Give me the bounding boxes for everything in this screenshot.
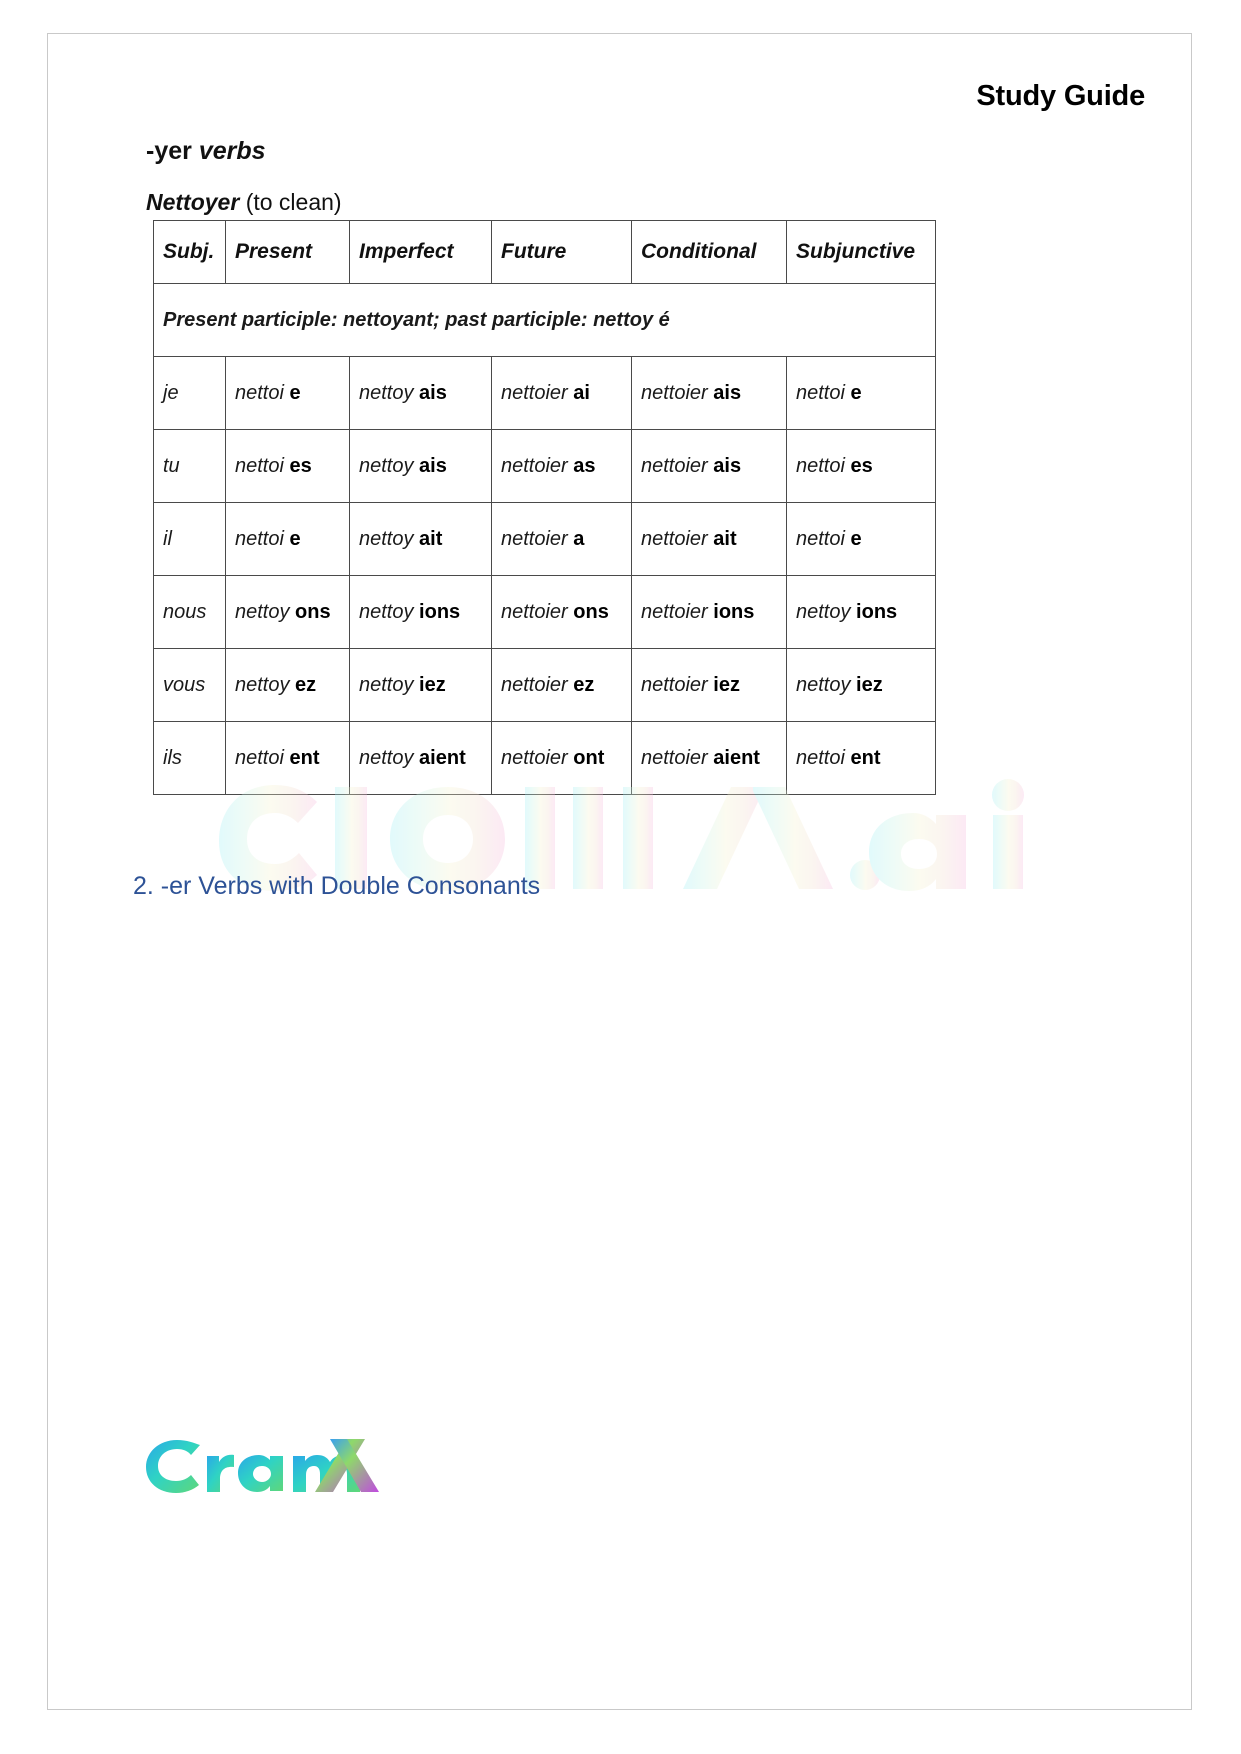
subject-cell: je — [154, 357, 226, 430]
imperfect-cell — [350, 722, 492, 795]
subjunctive-cell — [787, 649, 936, 722]
present-ending: ons — [295, 600, 331, 623]
conditional-stem: nettoier — [641, 454, 714, 477]
subjunctive-stem: nettoi — [796, 381, 851, 404]
verb-title — [146, 189, 342, 216]
column-header-conditional: Conditional — [632, 221, 787, 284]
table-row — [154, 722, 936, 795]
future-cell — [492, 649, 632, 722]
future-ending: ont — [573, 746, 605, 769]
conditional-stem: nettoier — [641, 746, 714, 769]
participle-prefix: Present participle: nettoyant; past participle: — [163, 308, 594, 331]
present-cell — [226, 576, 350, 649]
imperfect-ending: ait — [419, 527, 443, 550]
future-ending: ai — [573, 381, 590, 404]
imperfect-cell — [350, 576, 492, 649]
subjunctive-ending: ent — [850, 746, 881, 769]
present-stem: nettoi — [235, 381, 290, 404]
conditional-cell — [632, 649, 787, 722]
subjunctive-cell — [787, 576, 936, 649]
present-cell — [226, 722, 350, 795]
present-ending: ez — [295, 673, 317, 696]
table-row — [154, 503, 936, 576]
participle-suffix: é — [653, 308, 670, 331]
conditional-ending: ait — [713, 527, 737, 550]
future-cell — [492, 357, 632, 430]
present-cell — [226, 649, 350, 722]
subjunctive-ending: es — [850, 454, 873, 477]
subjunctive-stem: nettoi — [796, 454, 851, 477]
present-stem: nettoy — [235, 673, 296, 696]
column-header-subjunctive: Subjunctive — [787, 221, 936, 284]
participle-italic: nettoy — [593, 308, 654, 331]
imperfect-ending: ais — [419, 381, 447, 404]
section-heading-italic: verbs — [198, 137, 266, 165]
column-header-future: Future — [492, 221, 632, 284]
present-stem: nettoi — [235, 527, 290, 550]
present-ending: e — [289, 527, 301, 550]
subjunctive-stem: nettoi — [796, 746, 851, 769]
conditional-stem: nettoier — [641, 381, 714, 404]
subjunctive-ending: ions — [856, 600, 898, 623]
future-ending: ez — [573, 673, 595, 696]
imperfect-stem: nettoy — [359, 454, 420, 477]
present-cell — [226, 503, 350, 576]
future-cell — [492, 576, 632, 649]
subjunctive-stem: nettoy — [796, 673, 857, 696]
conditional-stem: nettoier — [641, 673, 714, 696]
subject-cell: tu — [154, 430, 226, 503]
section-heading-yer-verbs — [146, 137, 266, 166]
subject-cell: nous — [154, 576, 226, 649]
table-row — [154, 357, 936, 430]
verb-translation: (to clean) — [239, 189, 342, 215]
column-header-present: Present — [226, 221, 350, 284]
future-ending: as — [573, 454, 596, 477]
page-title: Study Guide — [976, 80, 1145, 112]
table-row — [154, 649, 936, 722]
conjugation-table — [153, 220, 936, 795]
conditional-ending: ions — [713, 600, 755, 623]
present-ending: e — [289, 381, 301, 404]
subjunctive-stem: nettoy — [796, 600, 857, 623]
future-cell — [492, 503, 632, 576]
conditional-cell — [632, 357, 787, 430]
future-cell — [492, 430, 632, 503]
imperfect-stem: nettoy — [359, 527, 420, 550]
conditional-stem: nettoier — [641, 527, 714, 550]
conditional-cell — [632, 722, 787, 795]
subject-cell: il — [154, 503, 226, 576]
subjunctive-cell — [787, 722, 936, 795]
future-cell — [492, 722, 632, 795]
future-stem: nettoier — [501, 746, 574, 769]
table-participle-row — [154, 284, 936, 357]
subjunctive-ending: e — [850, 527, 862, 550]
present-ending: es — [289, 454, 312, 477]
imperfect-ending: ions — [419, 600, 461, 623]
imperfect-stem: nettoy — [359, 381, 420, 404]
verb-name: Nettoyer — [146, 189, 240, 215]
conditional-cell — [632, 576, 787, 649]
section-heading-prefix: -yer — [146, 137, 199, 165]
conjugation-table-wrapper — [153, 220, 935, 795]
next-section-heading: 2. -er Verbs with Double Consonants — [133, 872, 541, 900]
conditional-cell — [632, 503, 787, 576]
subjunctive-cell — [787, 430, 936, 503]
present-cell — [226, 357, 350, 430]
imperfect-stem: nettoy — [359, 673, 420, 696]
document-page — [47, 33, 1192, 1710]
present-stem: nettoy — [235, 600, 296, 623]
subjunctive-cell — [787, 357, 936, 430]
subjunctive-ending: e — [850, 381, 862, 404]
present-stem: nettoi — [235, 746, 290, 769]
imperfect-cell — [350, 357, 492, 430]
conditional-ending: ais — [713, 454, 742, 477]
imperfect-stem: nettoy — [359, 746, 420, 769]
table-row — [154, 576, 936, 649]
subject-cell: ils — [154, 722, 226, 795]
subjunctive-cell — [787, 503, 936, 576]
imperfect-ending: iez — [419, 673, 446, 696]
imperfect-cell — [350, 430, 492, 503]
future-stem: nettoier — [501, 600, 574, 623]
future-ending: ons — [573, 600, 609, 623]
imperfect-cell — [350, 503, 492, 576]
footer-logo-cramx — [141, 1433, 401, 1495]
imperfect-cell — [350, 649, 492, 722]
future-stem: nettoier — [501, 527, 574, 550]
imperfect-ending: aient — [419, 746, 466, 769]
future-stem: nettoier — [501, 381, 574, 404]
subject-cell: vous — [154, 649, 226, 722]
subjunctive-stem: nettoi — [796, 527, 851, 550]
imperfect-stem: nettoy — [359, 600, 420, 623]
future-stem: nettoier — [501, 673, 574, 696]
participle-cell — [154, 284, 936, 357]
future-ending: a — [573, 527, 585, 550]
conjugation-table-body — [154, 357, 936, 795]
present-stem: nettoi — [235, 454, 290, 477]
present-ending: ent — [289, 746, 320, 769]
conditional-stem: nettoier — [641, 600, 714, 623]
present-cell — [226, 430, 350, 503]
subjunctive-ending: iez — [856, 673, 883, 696]
column-header-imperfect: Imperfect — [350, 221, 492, 284]
imperfect-ending: ais — [419, 454, 447, 477]
future-stem: nettoier — [501, 454, 574, 477]
table-row — [154, 430, 936, 503]
conditional-ending: ais — [713, 381, 742, 404]
table-header-row — [154, 221, 936, 284]
conditional-ending: iez — [713, 673, 740, 696]
column-header-subj: Subj. — [154, 221, 226, 284]
conditional-cell — [632, 430, 787, 503]
conditional-ending: aient — [713, 746, 760, 769]
